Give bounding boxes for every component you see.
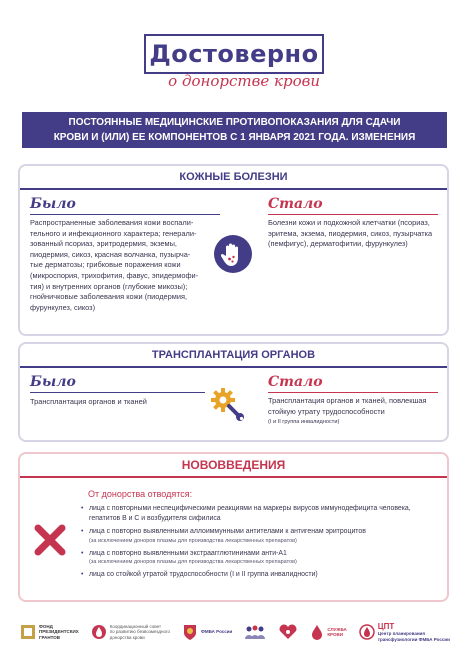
news-item [80, 570, 430, 580]
transplant-now-label: Стало [268, 374, 323, 390]
brand-title: Достоверно [149, 40, 319, 68]
transplant-was-text: Трансплантация органов и тканей [30, 397, 147, 406]
skin-was-line: фурункулез, сикоз) [30, 302, 96, 312]
skin-was-line: тые дерматозы; грибковые поражения кожи [30, 260, 181, 270]
logo-text: Координационный совет [109, 623, 162, 629]
logo-text: по развитию безвозмездного [109, 629, 171, 635]
logo-cpt [359, 622, 450, 642]
logo-text: Центр планирования [377, 631, 425, 636]
hand-icon [213, 234, 253, 274]
news-item-text: лица со стойкой утратой трудоспособности (I и II группа инвалидности) [89, 571, 318, 578]
news-item-text: лица с повторно выявленными экстраагглютининами анти-А1 [89, 549, 287, 557]
logo-text: ПРЕЗИДЕНТСКИХ [39, 629, 79, 635]
logo-volunteers [244, 624, 266, 640]
eagle-emblem-icon [182, 623, 198, 641]
logo-blood-service [310, 624, 346, 640]
transplant-now-text [268, 396, 448, 428]
skin-was-line: Распространенные заболевания кожи воспали- [30, 218, 194, 227]
skin-was-label: Было [30, 196, 76, 212]
news-item [80, 504, 430, 523]
transplant-was-underline [30, 392, 205, 393]
logo-fmba [182, 623, 232, 641]
skin-was-line: тельного и инфекционного характера; генерали- [30, 228, 197, 238]
skin-was-underline [30, 214, 220, 215]
people-icon [244, 624, 266, 640]
skin-card-title: КОЖНЫЕ БОЛЕЗНИ [179, 171, 288, 183]
transplant-was-label: Было [30, 374, 76, 390]
logo-text: СЛУЖБА [327, 626, 347, 632]
heart-people-icon [278, 624, 298, 640]
skin-was-line: гнойничковые заболевания кожи (пиодермия, [30, 292, 188, 302]
logo-text: ФМБА России [201, 629, 233, 635]
footer-logos [20, 617, 450, 647]
banner-line-2: КРОВИ И (ИЛИ) ЕЕ КОМПОНЕНТОВ С 1 ЯНВАРЯ 2021 ГОДА. ИЗМЕНЕНИЯ [53, 132, 416, 143]
grants-logo-icon [20, 624, 36, 640]
blood-drop-icon [310, 624, 324, 640]
news-item-note: (за исключением доноров плазмы для производства лекарственных препаратов) [89, 559, 297, 565]
news-item-text: лица с повторными неспецифическими реакциями на маркеры вирусов иммунодефицита человека, гепатитов В и С и возбудителя сифилиса [89, 505, 411, 522]
gear-wrench-icon [207, 384, 247, 424]
news-list [80, 504, 430, 584]
news-card-title: НОВОВВЕДЕНИЯ [181, 458, 286, 472]
transplant-now-note: (I и II группа инвалидности) [268, 419, 340, 426]
council-logo-icon [91, 624, 107, 640]
logo-text: ГРАНТОВ [39, 634, 61, 640]
skin-now-line: Болезни кожи и подкожной клетчатки (псориаз, [268, 218, 430, 227]
brand-logo-box [144, 34, 324, 74]
transplant-now-underline [268, 392, 438, 393]
skin-now-label: Стало [268, 196, 323, 212]
transplant-now-line: стойкую утрату трудоспособности [268, 406, 385, 416]
skin-now-text [268, 218, 448, 250]
logo-text: ЦПТ [377, 622, 395, 631]
skin-was-line: пиодермия, сикоз, красная волчанка, пузырча- [30, 249, 191, 259]
news-card-divider [20, 476, 447, 478]
logo-text: трансфузиологии ФМБА России [377, 636, 450, 642]
logo-text: КРОВИ [327, 632, 343, 637]
skin-was-line: тия) и внутренних органов (глубокие микозы); [30, 281, 188, 291]
logo-text: донорства крови [109, 634, 145, 640]
news-item-note: (за исключением доноров плазмы для производства лекарственных препаратов) [89, 537, 297, 544]
logo-presidential-grants [20, 624, 79, 641]
page-banner [22, 112, 447, 148]
transplant-card-divider [20, 366, 447, 368]
cpt-drop-icon [359, 624, 375, 640]
transplant-now-line: Трансплантация органов и тканей, повлекшая [268, 396, 427, 405]
skin-card-divider [20, 188, 447, 190]
skin-now-line: (пемфигус), дерматофитии, фурункулез) [268, 239, 408, 249]
banner-line-1: ПОСТОЯННЫЕ МЕДИЦИНСКИЕ ПРОТИВОПОКАЗАНИЯ ДЛЯ СДАЧИ [68, 117, 401, 128]
news-item-text: лица с повторно выявленными аллоиммунными антителами к антигенам эритроцитов [89, 528, 366, 535]
skin-now-line: эритема, экзема, пиодермия, сикоз, пузырчатка [268, 228, 433, 238]
news-item [80, 549, 430, 567]
news-subheading: От донорства отводятся: [88, 489, 193, 499]
skin-was-text [30, 218, 230, 313]
transplant-card-title: ТРАНСПЛАНТАЦИЯ ОРГАНОВ [151, 349, 316, 361]
close-x-icon [33, 523, 67, 557]
logo-text: ФОНД [39, 623, 53, 629]
skin-now-underline [268, 214, 438, 215]
skin-was-line: (микроспория, трихофития, фавус, эпидермофи- [30, 270, 199, 280]
brand-subtitle: о донорстве крови [168, 72, 320, 90]
logo-donor-movement [278, 624, 298, 640]
news-item [80, 527, 430, 545]
skin-was-line: зованный псориаз, эритродермия, экземы, [30, 239, 177, 249]
logo-coordination-council [91, 624, 170, 641]
